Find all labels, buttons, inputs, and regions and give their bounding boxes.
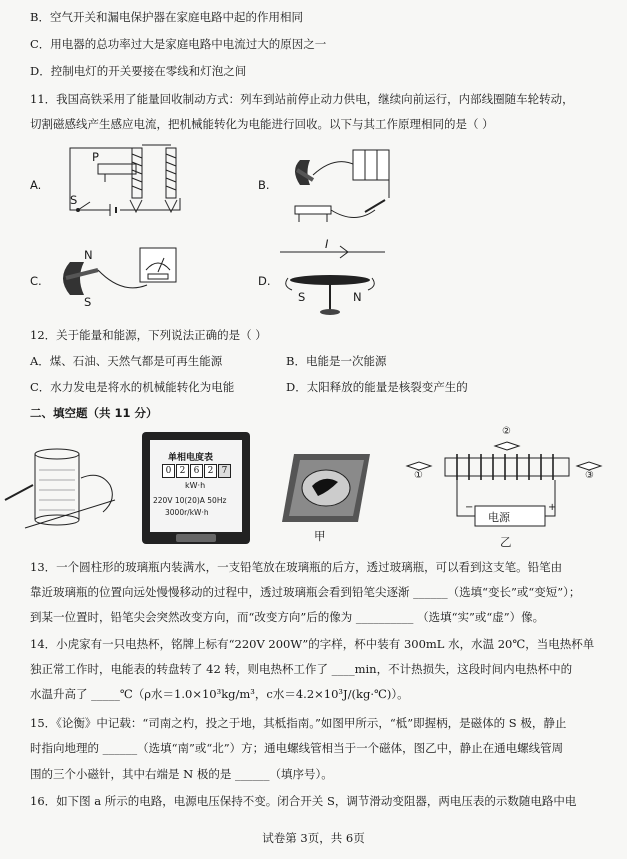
q13-line-3: 到某一位置时，铅笔尖会突然改变方向，而“改变方向”后的像为 __________ （选填“实”或“虚”）像。 — [30, 610, 545, 624]
label-yi: 乙 — [500, 535, 512, 549]
fig-d-label: D. — [258, 274, 271, 288]
section-2-heading: 二、填空题（共 11 分） — [30, 406, 158, 420]
meter-revolutions: 3000r/kW·h — [165, 508, 209, 517]
fig-b-motor-circuit — [285, 140, 395, 235]
fig-a-switch-s: S — [70, 193, 78, 207]
q14-line-2: 独正常工作时，电能表的转盘转了 42 转，则电热杯工作了 ____min，不计热损失，这段时间内电热杯中的 — [30, 662, 573, 676]
meter-title: 单相电度表 — [168, 453, 214, 463]
meter-digit-row — [162, 464, 231, 478]
q12-option-d: D．太阳释放的能量是核裂变产生的 — [286, 380, 468, 394]
magnet-2-label: ② — [502, 426, 511, 437]
fig-d-compass-over-wire — [280, 240, 390, 320]
q12-stem: 12．关于能量和能源，下列说法正确的是（ ） — [30, 328, 267, 342]
fig-a-slider-p: P — [92, 150, 99, 164]
option-c-line: C．用电器的总功率过大是家庭电路中电流过大的原因之一 — [30, 37, 327, 51]
meter-unit: kW·h — [185, 481, 206, 490]
fig-b-label: B. — [258, 178, 270, 192]
q11-line-2: 切割磁感线产生感应电流，把机械能转化为电能进行回收。以下与其工作原理相同的是（ ） — [30, 117, 494, 131]
q12-option-b: B．电能是一次能源 — [286, 354, 387, 368]
fig-c-pole-n: N — [84, 248, 93, 262]
q13-line-2: 靠近玻璃瓶的位置向远处慢慢移动的过程中，透过玻璃瓶会看到铅笔尖逐渐 ______（选填“变长”或“变短”）； — [30, 585, 581, 599]
option-b-line: B．空气开关和漏电保护器在家庭电路中起的作用相同 — [30, 10, 303, 24]
meter-digit: 6 — [190, 464, 203, 478]
fig-sinan-compass — [280, 452, 372, 534]
q14-line-1: 14．小虎家有一只电热杯，铭牌上标有“220V 200W”的字样，杯中装有 300mL 水，水温 20℃，当电热杯单 — [30, 637, 595, 651]
meter-digit: 2 — [204, 464, 217, 478]
option-d-line: D．控制电灯的开关要接在零线和灯泡之间 — [30, 64, 247, 78]
q12-option-c: C．水力发电是将水的机械能转化为电能 — [30, 380, 235, 394]
fig-c-generator-ammeter — [52, 240, 182, 315]
power-plus: + — [548, 502, 557, 513]
fig-c-pole-s: S — [84, 295, 92, 309]
q12-option-a: A．煤、石油、天然气都是可再生能源 — [30, 354, 223, 368]
fig-c-label: C. — [30, 274, 42, 288]
power-minus: − — [465, 502, 474, 513]
q13-line-1: 13．一个圆柱形的玻璃瓶内装满水，一支铅笔放在玻璃瓶的后方，透过玻璃瓶，可以看到这支笔。铅笔由 — [30, 560, 563, 574]
fig-d-pole-n: N — [353, 290, 362, 304]
q15-line-2: 时指向地理的 ______（选填“南”或“北”）方；通电螺线管相当于一个磁体，图乙中，静止在通电螺线管周 — [30, 741, 564, 755]
meter-digit: 2 — [176, 464, 189, 478]
fig-electricity-meter — [140, 430, 252, 550]
label-jia: 甲 — [314, 529, 326, 543]
q16-line-1: 16．如下图 a 所示的电路，电源电压保持不变。闭合开关 S，调节滑动变阻器，两电压表的示数随电路中电 — [30, 794, 577, 808]
page-footer: 试卷第 3页，共 6页 — [262, 831, 365, 845]
magnet-3-label: ③ — [585, 470, 594, 481]
fig-d-pole-s: S — [298, 290, 306, 304]
power-source-label: 电源 — [488, 511, 510, 524]
q11-line-1: 11．我国高铁采用了能量回收制动方式：列车到站前停止动力供电，继续向前运行，内部线圈随车轮转动， — [30, 92, 574, 106]
meter-spec: 220V 10(20)A 50Hz — [153, 496, 227, 505]
q15-line-3: 围的三个小磁针，其中右端是 N 极的是 ______（填序号）。 — [30, 767, 333, 781]
q14-line-3: 水温升高了 _____℃（ρ水＝1.0×10³kg/m³，c水＝4.2×10³J/(kg·℃)）。 — [30, 687, 409, 701]
magnet-1-label: ① — [414, 470, 423, 481]
fig-a-electromagnet-circuit — [50, 140, 200, 225]
q15-line-1: 15．《论衡》中记载：“司南之杓，投之于地，其柢指南。”如图甲所示，“柢”即握柄，是磁体的 S 极，静止 — [30, 716, 567, 730]
meter-digit: 7 — [218, 464, 231, 478]
meter-digit: 0 — [162, 464, 175, 478]
fig-a-label: A. — [30, 178, 42, 192]
fig-glass-bottle-pencil — [5, 440, 125, 540]
fig-d-current-i: I — [325, 237, 329, 251]
